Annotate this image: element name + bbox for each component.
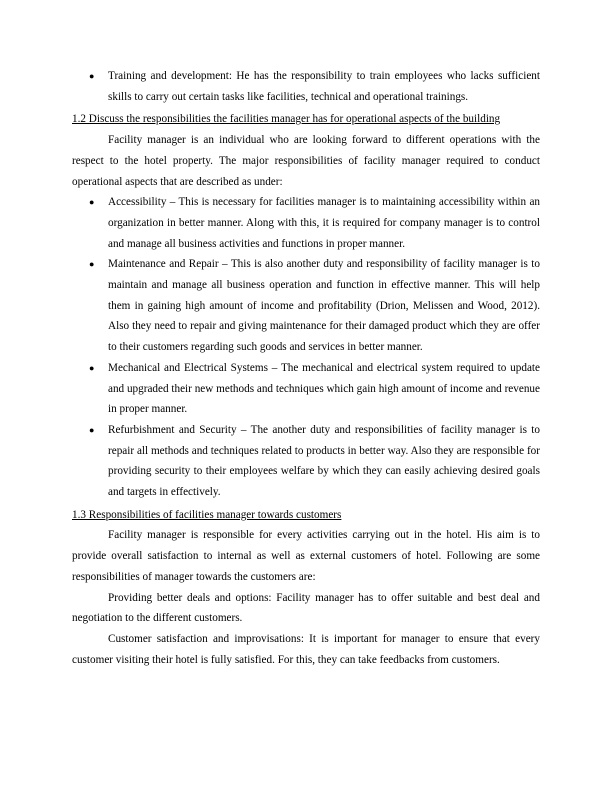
list-item xyxy=(89,358,540,420)
list-item-text: Mechanical and Electrical Systems – The mechanical and electrical system required to update and upgraded their new methods and techniques which gain high amount of income and revenue in proper manner. xyxy=(108,361,540,416)
list-item xyxy=(89,254,540,358)
document-page xyxy=(72,66,540,670)
intro-bullet-list xyxy=(72,66,540,107)
list-item xyxy=(89,420,540,503)
list-item xyxy=(89,192,540,254)
bullet-icon: ● xyxy=(89,71,95,81)
paragraph: Customer satisfaction and improvisations: It is important for manager to ensure that every customer visiting their hotel is fully satisfied. For this, they can take feedbacks from customers. xyxy=(72,632,540,666)
bullet-icon: ● xyxy=(89,424,95,435)
section-heading-1-3: 1.3 Responsibilities of facilities manager towards customers xyxy=(72,508,342,521)
list-item-text: Training and development: He has the responsibility to train employees who lacks sufficient skills to carry out certain tasks like facilities, technical and operational trainings. xyxy=(108,70,540,103)
list-item xyxy=(89,66,540,107)
paragraph: Facility manager is responsible for every activities carrying out in the hotel. His aim is to provide overall satisfaction to internal as well as external customers of hotel. Following are some responsibilities of manager towards the customers are: xyxy=(72,529,540,583)
paragraph: Providing better deals and options: Facility manager has to offer suitable and best deal and negotiation to the different customers. xyxy=(72,591,540,625)
responsibility-bullet-list xyxy=(72,192,540,503)
paragraph: Facility manager is an individual who are looking forward to different operations with the respect to the hotel property. The major responsibilities of facility manager required to conduct operational aspects that are described as under: xyxy=(72,134,540,188)
section-heading-1-2: 1.2 Discuss the responsibilities the facilities manager has for operational aspects of the building xyxy=(72,113,501,126)
list-item-text: Accessibility – This is necessary for facilities manager is to maintaining accessibility within an organization in better manner. Along with this, it is required for company manager is to control and manage all business activities and functions in proper manner. xyxy=(108,196,540,250)
list-item-text: Refurbishment and Security – The another duty and responsibilities of facility manager is to repair all methods and techniques related to products in better way. Also they are responsible for providing security to their employees welfare by which they can easily achieving desired goals and targets in effectively. xyxy=(108,423,540,499)
bullet-icon: ● xyxy=(89,197,95,208)
bullet-icon: ● xyxy=(89,362,95,373)
bullet-icon: ● xyxy=(89,259,95,270)
list-item-text: Maintenance and Repair – This is also another duty and responsibility of facility manager is to maintain and manage all business operation and function in effective manner. This will help them in gaining high amount of income and profitability (Drion, Melissen and Wood, 2012). Also they need to repair and giving maintenance for their damaged product which they are offer to their customers regarding such goods and services in better manner. xyxy=(108,258,540,354)
